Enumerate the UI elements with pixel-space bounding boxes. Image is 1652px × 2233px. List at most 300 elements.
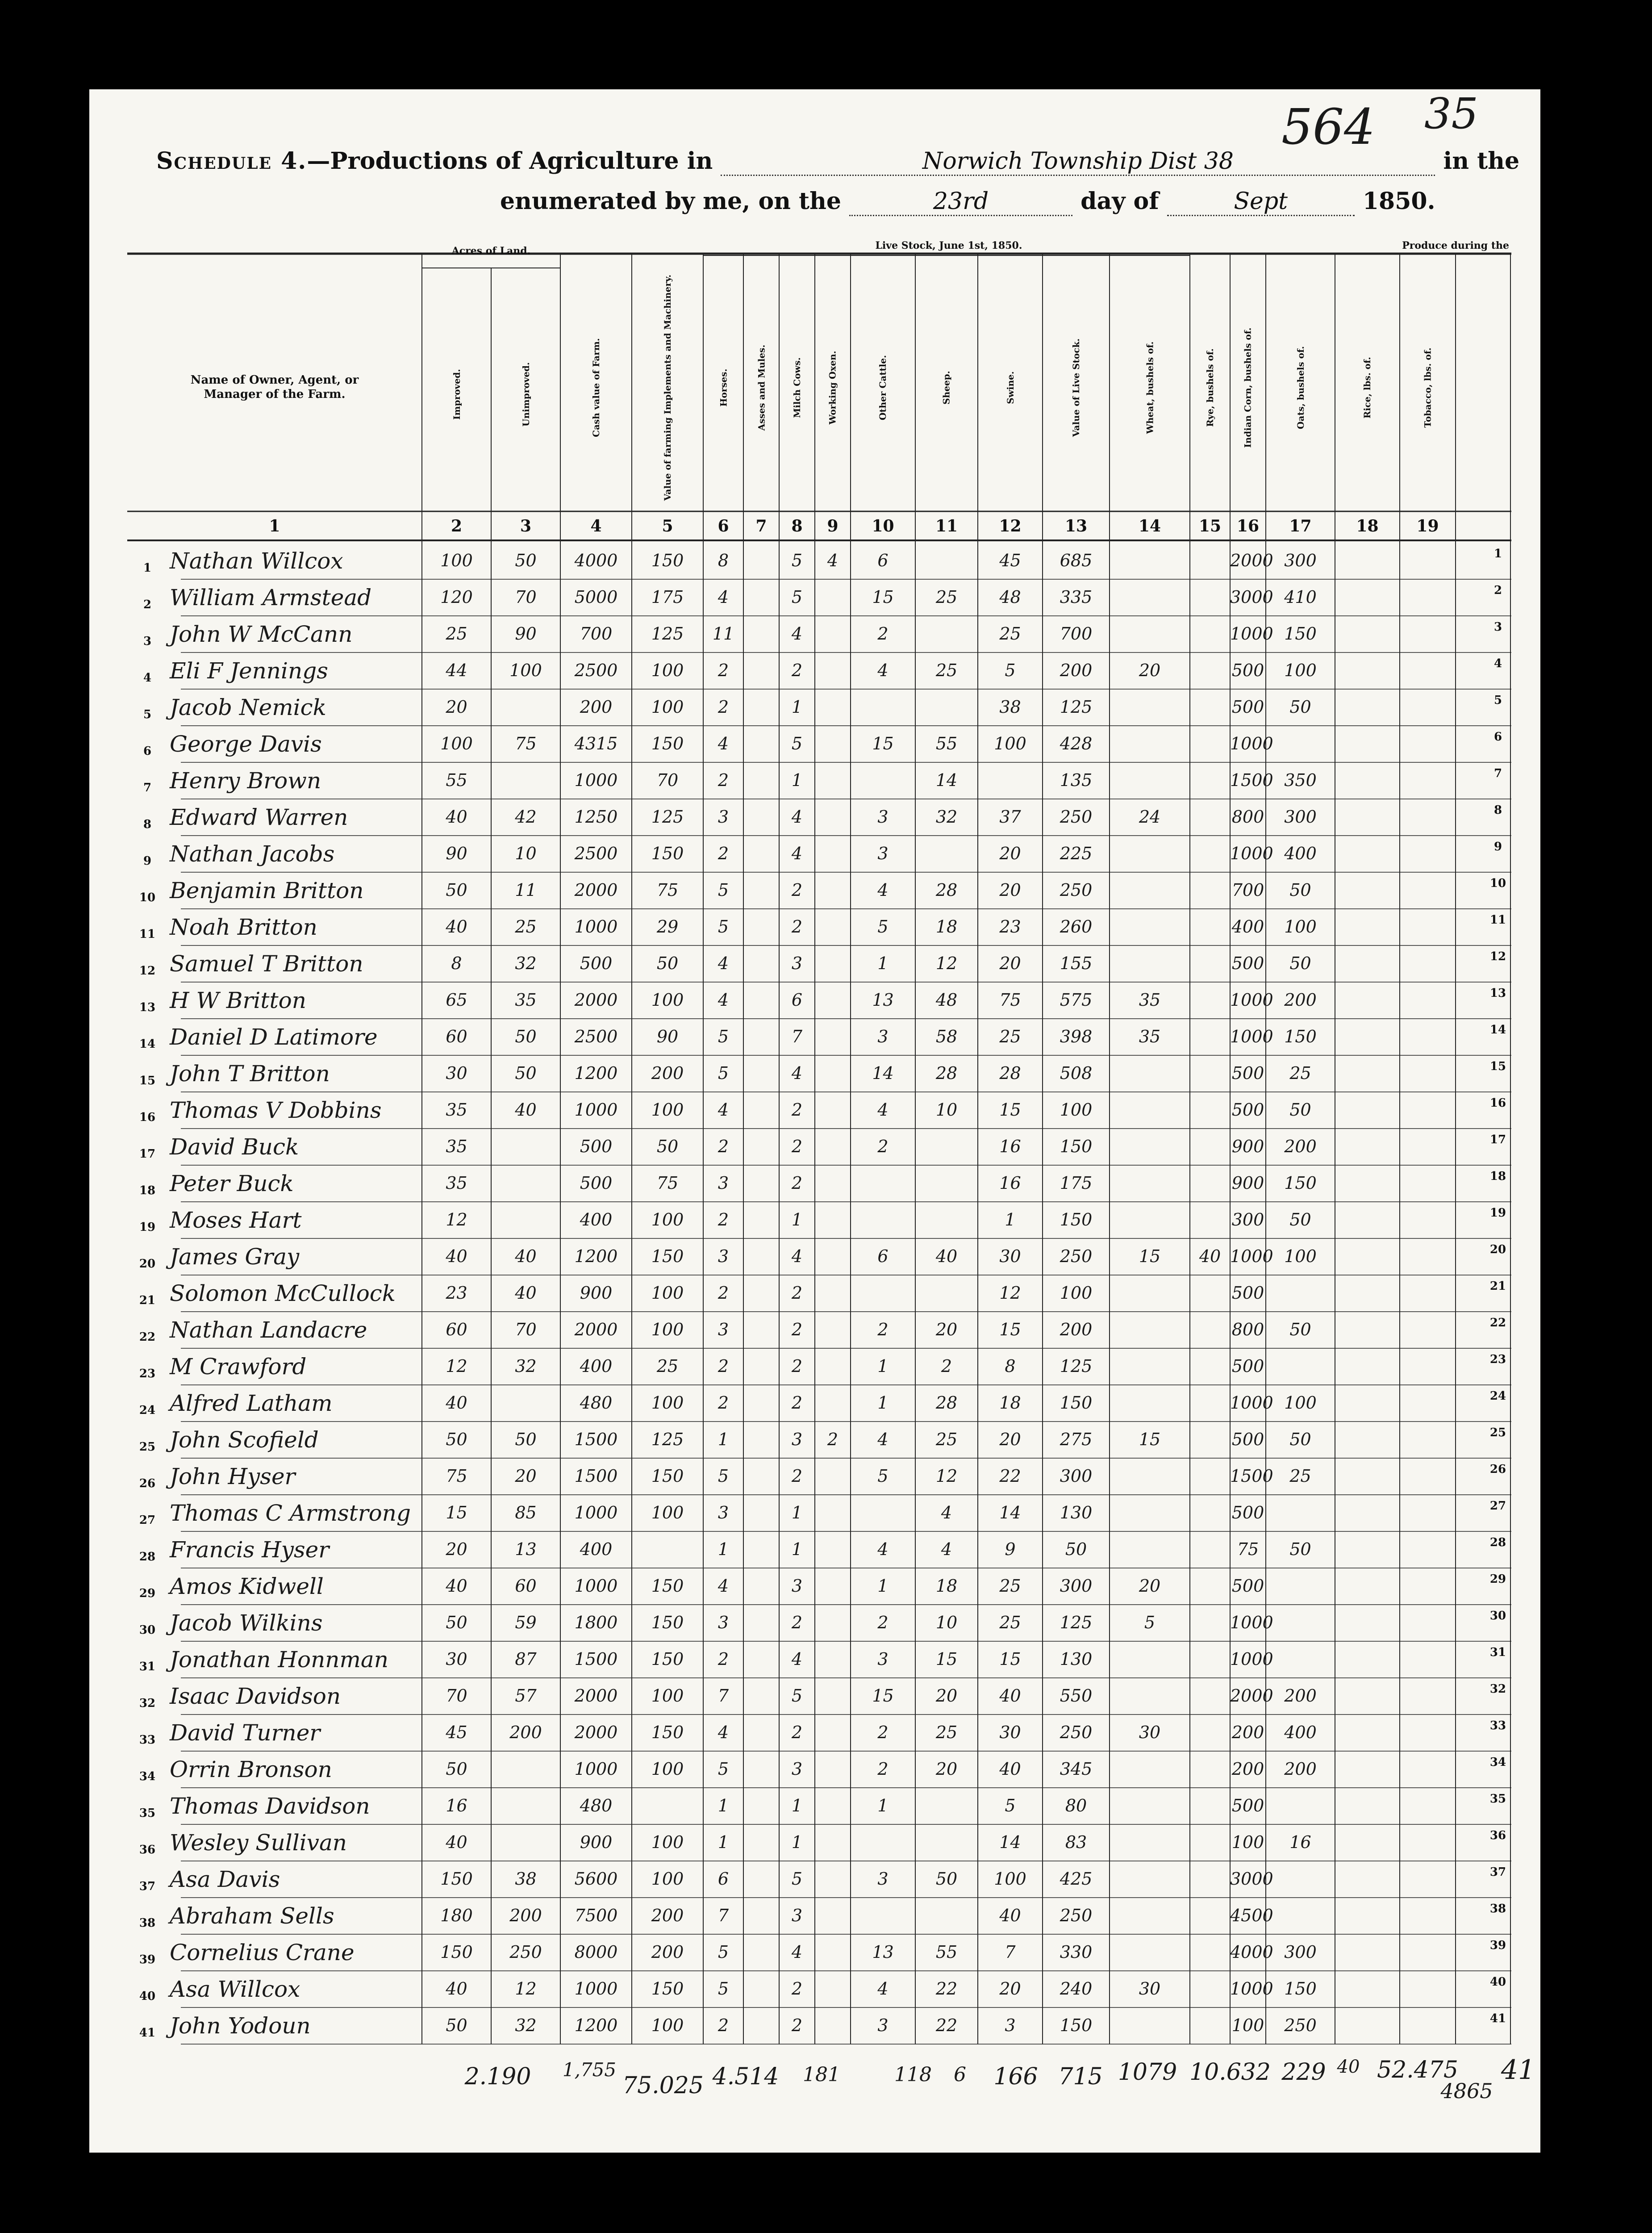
column-label: Wheat, bushels of. — [1144, 341, 1156, 434]
cell-col-12: 22 — [999, 1466, 1021, 1486]
column-number-2: 2 — [451, 517, 463, 535]
cell-col-2: 35 — [446, 1137, 467, 1156]
line-number-left: 8 — [143, 818, 152, 831]
cell-col-12: 38 — [999, 697, 1021, 717]
cell-col-6: 2 — [718, 697, 729, 717]
column-number-5: 5 — [662, 517, 673, 535]
total-livestock-value: 10.632 — [1189, 2059, 1271, 2086]
schedule-title-line — [156, 147, 1519, 176]
cell-col-5: 125 — [651, 1430, 684, 1449]
column-label: Unimproved. — [520, 362, 531, 427]
cell-col-4: 400 — [580, 1210, 613, 1229]
cell-col-16: 1000 — [1230, 1613, 1273, 1632]
cell-col-13: 250 — [1060, 1246, 1093, 1266]
cell-col-4: 2500 — [574, 661, 618, 680]
cell-col-5: 100 — [651, 1759, 684, 1779]
cell-col-4: 500 — [580, 953, 613, 973]
cell-col-16: 4500 — [1230, 1906, 1273, 1925]
column-header-1 — [127, 263, 422, 511]
owner-name: John Scofield — [170, 1427, 319, 1453]
column-number-13: 13 — [1064, 517, 1088, 535]
cell-col-8: 5 — [791, 551, 803, 570]
cell-col-6: 4 — [718, 587, 729, 607]
cell-col-15: 40 — [1199, 1246, 1221, 1266]
cell-col-14: 20 — [1139, 661, 1161, 680]
cell-col-5: 100 — [651, 1686, 684, 1706]
cell-col-4: 1000 — [574, 1100, 618, 1120]
column-header-19 — [1400, 263, 1456, 511]
total-cash-value: 75.025 — [622, 2072, 704, 2099]
column-label: Indian Corn, bushels of. — [1243, 327, 1253, 448]
cell-col-8: 2 — [791, 1393, 803, 1413]
cell-col-10: 1 — [877, 1796, 889, 1815]
sheet-number-handwritten: 35 — [1424, 89, 1478, 138]
cell-col-3: 40 — [515, 1246, 537, 1266]
cell-col-5: 200 — [651, 1906, 684, 1925]
cell-col-16: 100 — [1231, 2016, 1264, 2035]
schedule-title: —Productions of Agriculture in — [307, 147, 713, 175]
column-header-18 — [1335, 263, 1400, 511]
cell-col-17: 300 — [1284, 1942, 1317, 1962]
cell-col-16: 400 — [1231, 917, 1264, 937]
agriculture-table — [127, 237, 1511, 2052]
cell-col-10: 6 — [877, 551, 889, 570]
cell-col-6: 5 — [718, 1027, 729, 1046]
cell-col-14: 5 — [1144, 1613, 1156, 1632]
cell-col-16: 100 — [1231, 1832, 1264, 1852]
owner-name: Orrin Bronson — [170, 1756, 332, 1782]
owner-name: Wesley Sullivan — [170, 1830, 347, 1856]
cell-col-4: 2000 — [574, 1320, 618, 1339]
cell-col-16: 1500 — [1230, 1466, 1273, 1486]
line-number-left: 22 — [139, 1330, 156, 1344]
cell-col-6: 5 — [718, 880, 729, 900]
in-the-label: in the — [1443, 147, 1520, 175]
line-number-right: 25 — [1489, 1426, 1506, 1439]
cell-col-13: 260 — [1060, 917, 1093, 937]
line-number-right: 34 — [1489, 1756, 1506, 1769]
cell-col-11: 20 — [935, 1686, 958, 1706]
cell-col-6: 5 — [718, 917, 729, 937]
cell-col-11: 15 — [935, 1649, 958, 1669]
cell-col-12: 40 — [999, 1686, 1021, 1706]
line-number-left: 40 — [139, 1990, 156, 2003]
cell-col-16: 3000 — [1230, 1869, 1273, 1889]
cell-col-6: 5 — [718, 1942, 729, 1962]
cell-col-8: 2 — [791, 1723, 803, 1742]
cell-col-2: 25 — [446, 624, 467, 644]
cell-col-5: 150 — [651, 1613, 684, 1632]
cell-col-16: 500 — [1231, 1576, 1264, 1596]
cell-col-8: 2 — [791, 1283, 803, 1303]
cell-col-10: 2 — [877, 1320, 889, 1339]
line-number-right: 2 — [1493, 584, 1502, 597]
cell-col-16: 200 — [1231, 1759, 1264, 1779]
cell-col-5: 150 — [651, 1979, 684, 1999]
cell-col-10: 3 — [877, 807, 889, 827]
cell-col-13: 250 — [1060, 1906, 1093, 1925]
cell-col-11: 4 — [941, 1539, 952, 1559]
owner-name: Benjamin Britton — [170, 878, 364, 903]
cell-col-8: 2 — [791, 1173, 803, 1193]
cell-col-13: 240 — [1060, 1979, 1093, 1999]
cell-col-8: 2 — [791, 917, 803, 937]
cell-col-2: 65 — [446, 990, 467, 1010]
line-number-left: 10 — [139, 891, 156, 904]
cell-col-17: 150 — [1284, 624, 1317, 644]
column-label: Asses and Mules. — [756, 344, 767, 431]
cell-col-5: 100 — [651, 2016, 684, 2035]
cell-col-6: 4 — [718, 1723, 729, 1742]
cell-col-6: 5 — [718, 1466, 729, 1486]
cell-col-4: 1500 — [574, 1649, 618, 1669]
cell-col-17: 25 — [1289, 1466, 1311, 1486]
cell-col-6: 2 — [718, 1210, 729, 1229]
total-unimproved: 1,755 — [562, 2059, 617, 2081]
total-rye: 40 — [1337, 2057, 1360, 2077]
cell-col-13: 50 — [1065, 1539, 1087, 1559]
cell-col-3: 11 — [515, 880, 537, 900]
cell-col-11: 28 — [935, 1393, 958, 1413]
cell-col-5: 50 — [656, 953, 679, 973]
cell-col-8: 7 — [791, 1027, 803, 1046]
cell-col-11: 55 — [935, 1942, 958, 1962]
cell-col-2: 30 — [446, 1649, 467, 1669]
column-number-18: 18 — [1356, 517, 1379, 535]
cell-col-8: 1 — [791, 1503, 803, 1522]
cell-col-16: 200 — [1231, 1723, 1264, 1742]
column-header-5 — [632, 263, 703, 511]
cell-col-2: 30 — [446, 1063, 467, 1083]
cell-col-2: 150 — [440, 1869, 473, 1889]
line-number-right: 24 — [1489, 1389, 1506, 1403]
cell-col-3: 200 — [509, 1906, 542, 1925]
owner-name: Daniel D Latimore — [170, 1024, 378, 1050]
schedule-label: Schedule 4. — [156, 147, 307, 175]
line-number-left: 39 — [139, 1953, 156, 1966]
cell-col-11: 10 — [935, 1100, 958, 1120]
cell-col-12: 18 — [999, 1393, 1021, 1413]
owner-name: John Yodoun — [170, 2013, 311, 2039]
cell-col-17: 350 — [1284, 770, 1317, 790]
cell-col-10: 1 — [877, 1356, 889, 1376]
total-oats: 4865 — [1440, 2079, 1493, 2103]
cell-col-6: 3 — [718, 807, 729, 827]
cell-col-3: 57 — [515, 1686, 537, 1706]
cell-col-4: 4315 — [574, 734, 618, 753]
line-number-right: 7 — [1493, 767, 1502, 780]
owner-name: Moses Hart — [170, 1207, 302, 1233]
column-number-4: 4 — [590, 517, 602, 535]
cell-col-8: 1 — [791, 1539, 803, 1559]
owner-name: Francis Hyser — [170, 1537, 330, 1563]
total-implements: 4.514 — [712, 2063, 779, 2090]
cell-col-11: 12 — [935, 953, 958, 973]
cell-col-2: 12 — [446, 1356, 467, 1376]
cell-col-2: 50 — [446, 880, 467, 900]
line-number-left: 29 — [139, 1587, 156, 1600]
cell-col-3: 50 — [515, 1430, 537, 1449]
cell-col-2: 8 — [451, 953, 462, 973]
line-number-right: 11 — [1489, 913, 1506, 927]
total-wheat: 229 — [1281, 2059, 1326, 2086]
line-number-left: 14 — [139, 1037, 156, 1051]
cell-col-11: 25 — [935, 587, 958, 607]
cell-col-5: 25 — [656, 1356, 679, 1376]
cell-col-11: 14 — [935, 770, 958, 790]
cell-col-10: 15 — [872, 1686, 894, 1706]
cell-col-8: 1 — [791, 770, 803, 790]
cell-col-10: 1 — [877, 1393, 889, 1413]
line-number-right: 33 — [1489, 1719, 1506, 1732]
cell-col-6: 7 — [718, 1906, 729, 1925]
cell-col-2: 50 — [446, 1613, 467, 1632]
column-number-11: 11 — [935, 517, 958, 535]
cell-col-12: 40 — [999, 1759, 1021, 1779]
cell-col-8: 3 — [791, 1430, 803, 1449]
cell-col-3: 13 — [515, 1539, 537, 1559]
owner-name: Asa Willcox — [170, 1976, 300, 2002]
cell-col-5: 125 — [651, 807, 684, 827]
cell-col-3: 50 — [515, 1027, 537, 1046]
cell-col-13: 250 — [1060, 1723, 1093, 1742]
owner-name: Nathan Jacobs — [170, 841, 335, 867]
cell-col-10: 2 — [877, 1137, 889, 1156]
cell-col-2: 100 — [440, 734, 473, 753]
cell-col-17: 50 — [1289, 953, 1311, 973]
cell-col-12: 9 — [1005, 1539, 1016, 1559]
cell-col-6: 2 — [718, 1137, 729, 1156]
cell-col-6: 4 — [718, 1100, 729, 1120]
cell-col-4: 2500 — [574, 844, 618, 863]
cell-col-8: 2 — [791, 1979, 803, 1999]
month-handwritten: Sept — [1234, 188, 1288, 215]
owner-name: Thomas V Dobbins — [170, 1097, 382, 1123]
cell-col-5: 100 — [651, 1503, 684, 1522]
cell-col-12: 14 — [999, 1832, 1021, 1852]
cell-col-5: 200 — [651, 1063, 684, 1083]
column-header-3 — [491, 277, 560, 511]
group-produce: Produce during the — [1402, 239, 1509, 251]
cell-col-5: 100 — [651, 1832, 684, 1852]
cell-col-13: 80 — [1065, 1796, 1087, 1815]
cell-col-5: 175 — [651, 587, 684, 607]
column-header-14 — [1110, 263, 1190, 511]
cell-col-10: 15 — [872, 734, 894, 753]
total-swine: 1079 — [1118, 2059, 1177, 2086]
total-horses: 181 — [803, 2063, 840, 2086]
cell-col-11: 50 — [935, 1869, 958, 1889]
owner-name: Alfred Latham — [170, 1390, 333, 1416]
cell-col-8: 1 — [791, 697, 803, 717]
total-milch-cows: 118 — [894, 2063, 932, 2086]
cell-col-11: 58 — [935, 1027, 958, 1046]
cell-col-16: 1000 — [1230, 1393, 1273, 1413]
cell-col-16: 75 — [1237, 1539, 1259, 1559]
cell-col-11: 48 — [935, 990, 958, 1010]
owner-name: Edward Warren — [170, 804, 348, 830]
cell-col-17: 50 — [1289, 1100, 1311, 1120]
cell-col-10: 2 — [877, 1723, 889, 1742]
cell-col-2: 40 — [446, 1393, 467, 1413]
cell-col-3: 75 — [515, 734, 537, 753]
cell-col-11: 28 — [935, 880, 958, 900]
cell-col-13: 508 — [1060, 1063, 1093, 1083]
cell-col-2: 70 — [446, 1686, 467, 1706]
line-number-left: 9 — [143, 854, 152, 868]
column-header-9 — [815, 263, 851, 511]
cell-col-8: 4 — [791, 1246, 803, 1266]
cell-col-12: 16 — [999, 1137, 1021, 1156]
cell-col-4: 1500 — [574, 1466, 618, 1486]
cell-col-4: 2000 — [574, 1723, 618, 1742]
cell-col-10: 1 — [877, 953, 889, 973]
line-number-left: 23 — [139, 1367, 156, 1380]
cell-col-17: 150 — [1284, 1979, 1317, 1999]
cell-col-2: 15 — [446, 1503, 467, 1522]
cell-col-13: 150 — [1060, 1210, 1093, 1229]
line-number-right: 13 — [1489, 987, 1506, 1000]
cell-col-12: 48 — [999, 587, 1021, 607]
cell-col-5: 100 — [651, 1100, 684, 1120]
cell-col-6: 11 — [712, 624, 734, 644]
cell-col-17: 400 — [1284, 844, 1317, 863]
line-number-right: 39 — [1489, 1939, 1506, 1952]
line-number-left: 18 — [139, 1184, 156, 1197]
line-number-right: 4 — [1493, 657, 1502, 670]
cell-col-6: 3 — [718, 1320, 729, 1339]
cell-col-17: 200 — [1284, 1137, 1317, 1156]
cell-col-3: 32 — [515, 1356, 537, 1376]
cell-col-11: 10 — [935, 1613, 958, 1632]
cell-col-12: 15 — [999, 1100, 1021, 1120]
cell-col-16: 1000 — [1230, 1649, 1273, 1669]
owner-name: H W Britton — [170, 987, 306, 1013]
cell-col-16: 500 — [1231, 1283, 1264, 1303]
line-number-left: 15 — [139, 1074, 156, 1087]
cell-col-17: 200 — [1284, 1759, 1317, 1779]
cell-col-13: 100 — [1060, 1283, 1093, 1303]
page-number-handwritten: 564 — [1281, 98, 1375, 155]
owner-name: M Crawford — [170, 1354, 307, 1380]
column-number-14: 14 — [1138, 517, 1161, 535]
column-label: Improved. — [451, 368, 462, 420]
column-label: Value of Live Stock. — [1071, 338, 1081, 437]
cell-col-13: 175 — [1060, 1173, 1093, 1193]
cell-col-13: 225 — [1060, 844, 1093, 863]
cell-col-8: 2 — [791, 661, 803, 680]
cell-col-5: 75 — [656, 1173, 679, 1193]
cell-col-10: 6 — [877, 1246, 889, 1266]
total-sheep: 715 — [1058, 2063, 1103, 2090]
cell-col-13: 575 — [1060, 990, 1093, 1010]
cell-col-10: 13 — [872, 990, 894, 1010]
cell-col-14: 30 — [1139, 1979, 1161, 1999]
cell-col-17: 50 — [1289, 697, 1311, 717]
cell-col-4: 1000 — [574, 770, 618, 790]
enumerated-label: enumerated by me, on the — [500, 188, 841, 215]
column-header-8 — [779, 263, 815, 511]
cell-col-17: 50 — [1289, 880, 1311, 900]
line-number-right: 38 — [1489, 1902, 1506, 1915]
day-field — [849, 188, 1072, 216]
line-number-right: 28 — [1489, 1536, 1506, 1549]
cell-col-12: 28 — [999, 1063, 1021, 1083]
line-number-left: 5 — [143, 708, 152, 721]
owner-name: Isaac Davidson — [170, 1683, 341, 1709]
cell-col-10: 4 — [877, 880, 889, 900]
cell-col-16: 1000 — [1230, 990, 1273, 1010]
cell-col-8: 4 — [791, 1942, 803, 1962]
line-number-right: 16 — [1489, 1096, 1506, 1110]
cell-col-2: 40 — [446, 1979, 467, 1999]
cell-col-3: 12 — [515, 1979, 537, 1999]
line-number-right: 41 — [1489, 2012, 1506, 2025]
cell-col-2: 16 — [446, 1796, 467, 1815]
column-number-3: 3 — [520, 517, 532, 535]
cell-col-6: 6 — [718, 1869, 729, 1889]
cell-col-8: 2 — [791, 1466, 803, 1486]
cell-col-8: 2 — [791, 1320, 803, 1339]
total-improved: 2.190 — [464, 2063, 531, 2090]
total-working-oxen: 6 — [954, 2063, 966, 2086]
cell-col-10: 2 — [877, 1613, 889, 1632]
column-number-8: 8 — [791, 517, 803, 535]
total-indian-corn: 52.475 — [1377, 2057, 1458, 2083]
column-label: Swine. — [1005, 371, 1016, 404]
line-number-right: 20 — [1489, 1243, 1506, 1256]
cell-col-12: 8 — [1005, 1356, 1016, 1376]
cell-col-17: 150 — [1284, 1027, 1317, 1046]
cell-col-3: 87 — [515, 1649, 537, 1669]
cell-col-8: 4 — [791, 807, 803, 827]
cell-col-12: 20 — [999, 1430, 1021, 1449]
cell-col-12: 20 — [999, 880, 1021, 900]
cell-col-11: 2 — [941, 1356, 952, 1376]
cell-col-8: 2 — [791, 1100, 803, 1120]
owner-name: Asa Davis — [170, 1866, 280, 1892]
column-label: Horses. — [718, 368, 729, 406]
cell-col-2: 60 — [446, 1027, 467, 1046]
column-label: Tobacco, lbs. of. — [1422, 347, 1433, 428]
column-label: Milch Cows. — [792, 357, 802, 418]
line-number-left: 2 — [143, 598, 152, 611]
cell-col-2: 50 — [446, 2016, 467, 2035]
owner-name: Henry Brown — [170, 768, 321, 794]
cell-col-14: 15 — [1139, 1430, 1161, 1449]
cell-col-3: 59 — [515, 1613, 537, 1632]
cell-col-14: 24 — [1139, 807, 1161, 827]
cell-col-3: 50 — [515, 551, 537, 570]
column-header-13 — [1043, 263, 1110, 511]
cell-col-17: 50 — [1289, 1430, 1311, 1449]
cell-col-2: 55 — [446, 770, 467, 790]
column-number-17: 17 — [1289, 517, 1312, 535]
cell-col-5: 200 — [651, 1942, 684, 1962]
cell-col-16: 900 — [1231, 1137, 1264, 1156]
column-label: Other Cattle. — [877, 355, 889, 420]
cell-col-10: 5 — [877, 1466, 889, 1486]
cell-col-11: 25 — [935, 1723, 958, 1742]
cell-col-2: 60 — [446, 1320, 467, 1339]
cell-col-16: 500 — [1231, 661, 1264, 680]
line-number-left: 26 — [139, 1477, 156, 1490]
cell-col-10: 3 — [877, 2016, 889, 2035]
cell-col-4: 900 — [580, 1283, 613, 1303]
column-number-7: 7 — [755, 517, 767, 535]
enumeration-line — [500, 188, 1435, 216]
cell-col-2: 180 — [440, 1906, 473, 1925]
